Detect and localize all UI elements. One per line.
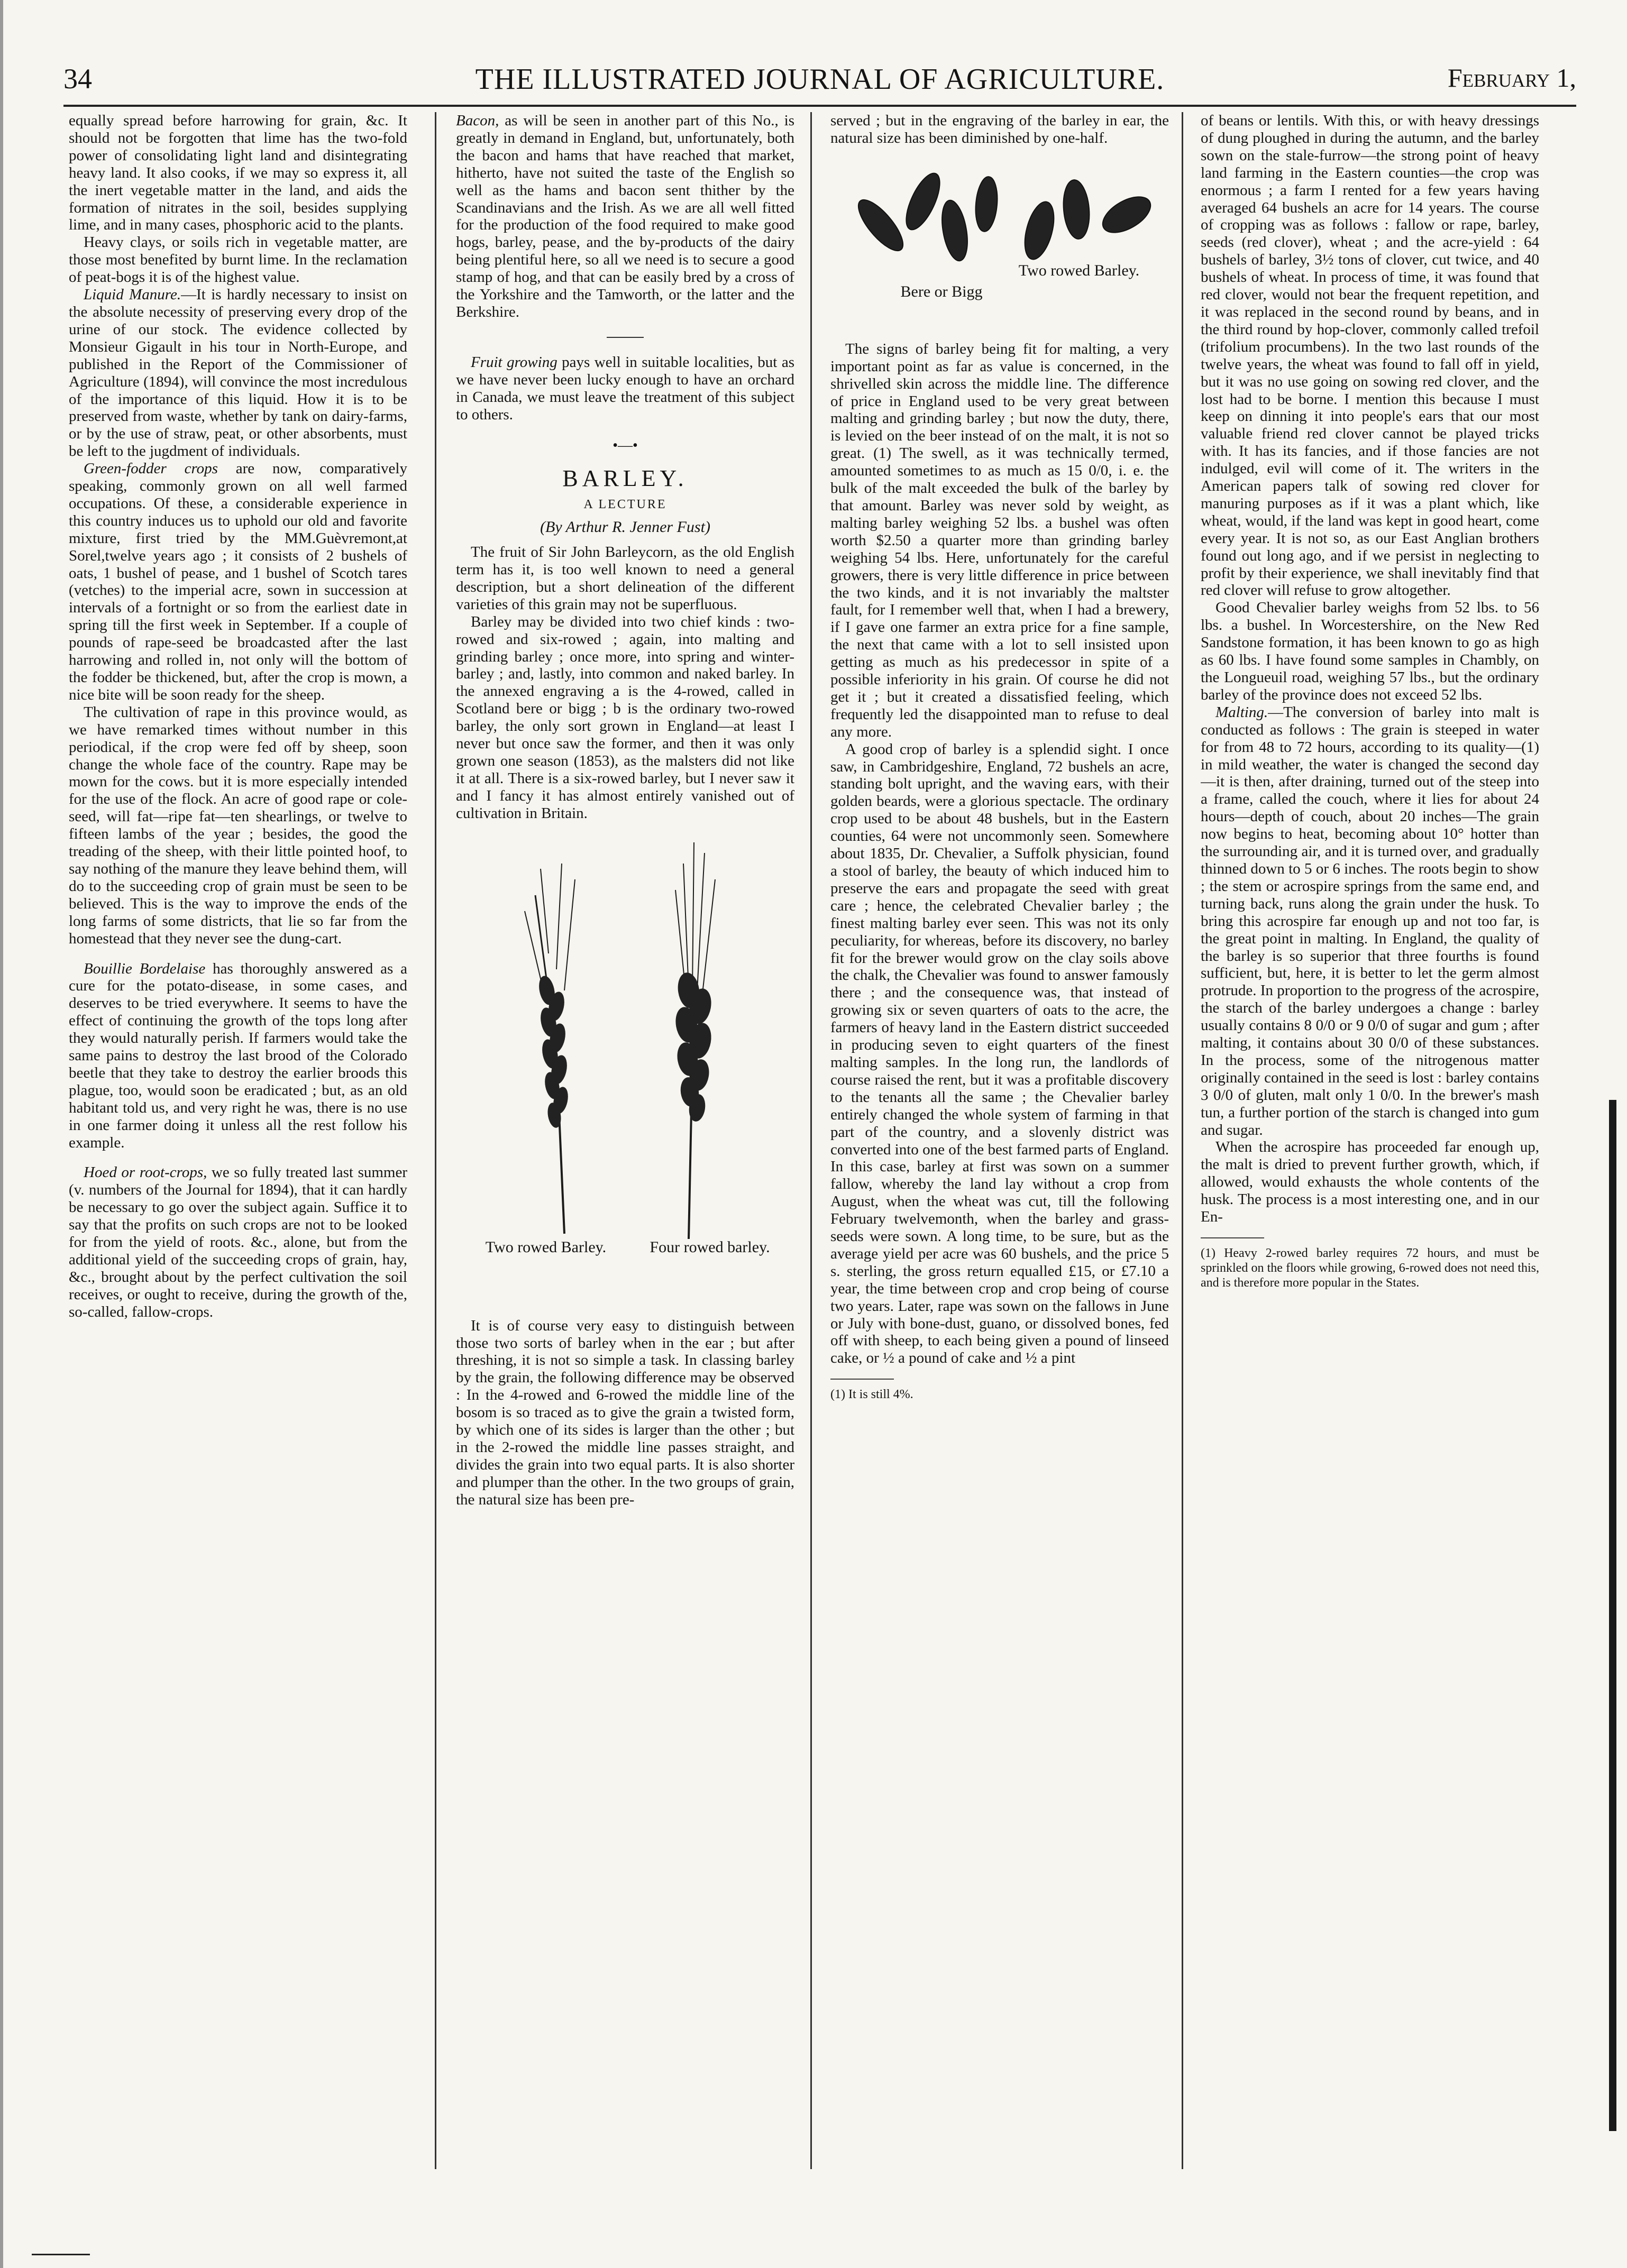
- paragraph-lead: Bacon,: [456, 112, 499, 129]
- article-subtitle: A LECTURE: [583, 498, 667, 512]
- column-rule: [435, 112, 436, 2169]
- paragraph: Good Chevalier barley weighs from 52 lbs. to 56 lbs. a bushel. In Worcestershire, on the New Red Sandstone formation, it has been known to go as high as 60 lbs. I have found some samples in Chambly, on the Longueuil road, weighing 57 lbs., but the ordinary barley of the province does not exceed 52 lbs.: [1201, 599, 1539, 703]
- paragraph-text: —It is hardly necessary to insist on the absolute necessity of preserving every drop of the urine of our stock. The evidence collected by Monsieur Gigault in his tour in North-Europe, and published in the Report of the Commissioner of Agriculture (1894), will convince the most incredulous of the importance of this liquid. How it is to be preserved from waste, whether by tank on dairy-farms, or by the use of straw, peat, or other absorbents, must be left to the jugdment of individuals.: [69, 286, 407, 460]
- page-number: 34: [63, 63, 92, 95]
- column-2: [456, 112, 794, 2169]
- paragraph-text: pays well in suitable localities, but as we have never been lucky enough to have an orchard in Canada, we must leave the treatment of this subject to others.: [456, 353, 794, 423]
- paragraph: [69, 960, 407, 1152]
- barley-ears-illustration: [456, 832, 794, 1265]
- binding-edge: [0, 0, 3, 2268]
- page-header: [63, 62, 1576, 105]
- paragraph: [456, 112, 794, 321]
- column-1: [69, 112, 407, 2169]
- barley-grain-figure: [830, 157, 1169, 331]
- paragraph: A good crop of barley is a splendid sight. I once saw, in Cambridgeshire, England, 72 bushels an acre, standing bolt upright, and the waving ears, with their golden beards, were a glorious spectacle. The ordinary crop used to be about 48 bushels, but in the Eastern counties, 64 were not uncommonly seen. Somewhere about 1835, Dr. Chevalier, a Suffolk physician, found a stool of barley, the beauty of which induced him to preserve the ears and propagate the seed with great care ; hence, the celebrated Chevalier barley ; the finest malting barley ever seen. This was not its only peculiarity, for whereas, before its discovery, no barley fit for the brewer would grow on the clay soils above the chalk, the Chevalier was found to answer famously there ; and the consequence was, that instead of growing six or seven quarters of oats to the acre, the farmers of heavy land in the Eastern district succeeded in producing seven to eight quarters of the finest malting samples. In the long run, the landlords of course raised the rent, but it was a profitable discovery to the tenants all the same ; the Chevalier barley entirely changed the whole system of farming in that part of the country, and a slovenly district was converted into one of the best farmed parts of England. In this case, barley at first was sown on a summer fallow, whereby the land lay without a crop from August, when the wheat was cut, till the following February twelvemonth, when the barley and grass-seeds were sown. A long time, to be sure, but as the average yield per acre was 60 bushels, and the price 5 s. sterling, the gross return equalled £15, or £7.10 a year, the time between crop and crop being of course two years. Later, rape was sown on the fallows in June or July with bone-dust, guano, or dissolved bones, fed off with sheep, to each being given a pound of linseed cake, or ½ a pound of cake and ½ a pint: [830, 740, 1169, 1367]
- paragraph: [1201, 704, 1539, 1139]
- footnote-rule: [1201, 1237, 1264, 1238]
- column-4: [1201, 112, 1539, 2169]
- figure-caption: Bere or Bigg: [900, 282, 983, 300]
- separator-ornament: •—•: [613, 437, 638, 454]
- paragraph-lead: Fruit growing: [471, 353, 557, 371]
- column-3: [830, 112, 1169, 2169]
- paragraph: Heavy clays, or soils rich in vegetable matter, are those most benefited by burnt lime. In the reclamation of peat-bogs it is of the highest value.: [69, 234, 407, 286]
- separator-rule: [607, 337, 644, 338]
- paragraph: [69, 286, 407, 460]
- paragraph: [69, 460, 407, 704]
- spine-shadow: [1609, 1100, 1616, 2131]
- header-rule: [63, 105, 1576, 107]
- paragraph: Barley may be divided into two chief kinds : two-rowed and six-rowed ; again, into malting and grinding barley ; once more, into spring and winter-barley ; and, lastly, into common and naked barley. In the annexed engraving a is the 4-rowed, called in Scotland bere or bigg ; b is the ordinary two-rowed barley, the only sort grown in England—at least I never but once saw the former, and then it was only grown one season (1853), as the malsters did not like it at all. There is a six-rowed barley, but I never saw it and I fancy it has almost entirely vanished out of cultivation in Britain.: [456, 613, 794, 822]
- footnote-rule: [830, 1379, 894, 1380]
- paragraph: served ; but in the engraving of the barley in ear, the natural size has been diminished by one-half.: [830, 112, 1169, 146]
- figure-caption: Four rowed barley.: [650, 1238, 770, 1256]
- paragraph-text: are now, comparatively speaking, commonly grown on all well farmed occupations. Of these, a considerable experience in this country induces us to uphold our old and favorite mixture, first tried by the MM.Guèvremont,at Sorel,twelve years ago ; it consists of 2 bushels of oats, 1 bushel of pease, and 1 bushel of Scotch tares (vetches) to the imperial acre, sown in succession at intervals of a fortnight or so from the earliest date in spring till the first week in September. If a couple of pounds of rape-seed be broadcasted after the last harrowing and rolled in, not only will the bottom of the fodder be thickened, but, after the crop is mown, a nice bite will be soon ready for the sheep.: [69, 460, 407, 703]
- footnote: (1) It is still 4%.: [830, 1388, 913, 1402]
- paragraph: When the acrospire has proceeded far enough up, the malt is dried to prevent further growth, which, if allowed, would exhausts the whole contents of the husk. The process is a most interesting one, and in our En-: [1201, 1138, 1539, 1226]
- paragraph: The signs of barley being fit for malting, a very important point as far as value is concerned, in the shrivelled skin across the middle line. The difference of price in England used to be very great between malting and grinding barley ; but now the duty, there, is levied on the beer instead of on the malt, it is not so great. (1) The swell, as it was technically termed, amounted sometimes to as much as 15 0/0, i. e. the bulk of the malt exceeded the bulk of the barley by that amount. Barley was never sold by weight, as malting barley weighing 52 lbs. a bushel was often worth $2.50 a quarter more than grinding barley weighing 54 lbs. Here, unfortunately for the careful growers, there is very little difference in price between the two kinds, and it is not invariably the maltster fault, for I remember well that, when I had a brewery, if I gave one farmer an extra price for a fine sample, the next that came with a lot to sell insisted upon getting as much as his predecessor in spite of a possible inferiority in his grain. Of course he did not get it ; but it created a dissatisfied feeling, which frequently led the disappointed man to refuse to deal any more.: [830, 340, 1169, 740]
- paragraph-text: as will be seen in another part of this No., is greatly in demand in England, but, unfortunately, both the bacon and hams that have reached that market, hitherto, have not suited the taste of the English so well as the hams and bacon sent thither by the Scandinavians and the Irish. As we are all well fitted for the production of the food required to make good hogs, barley, pease, and the by-products of the dairy being plentiful here, so all we need is to secure a good stamp of hog, and that can be easily bred by a cross of the Yorkshire and the Tamworth, or the latter and the Berkshire.: [456, 112, 794, 320]
- paragraph: [456, 354, 794, 424]
- paragraph-lead: Green-fodder crops: [84, 460, 218, 478]
- paragraph-lead: Liquid Manure.: [84, 286, 181, 304]
- paragraph-lead: Malting.: [1215, 703, 1268, 721]
- paragraph: It is of course very easy to distinguish between those two sorts of barley when in the ear ; but after threshing, it is not so simple a task. In classing barley by the grain, the following difference may be observed : In the 4-rowed and 6-rowed the middle line of the bosom is so traced as to give the grain a twisted form, by which one of its sides is larger than the other ; but in the 2-rowed the middle line passes straight, and divides the grain into two equal parts. It is also shorter and plumper than the other. In the two groups of grain, the natural size has been pre-: [456, 1317, 794, 1508]
- paragraph-text: we so fully treated last summer (v. numbers of the Journal for 1894), that it can hardly be necessary to go over the subject again. Suffice it to say that the profits on such crops are not to be looked for from the yield of roots. &c., alone, but from the additional yield of the succeeding crops of grain, hay, &c., brought about by the perfect cultivation the soil receives, or ought to receive, during the growth of the, so-called, fallow-crops.: [69, 1164, 407, 1320]
- paragraph-text: has thoroughly answered as a cure for the potato-disease, in some cases, and deserves to be tried everywhere. It seems to have the effect of continuing the growth of the tops long after they would naturally perish. If farmers would take the same pains to destroy the last brood of the Colorado beetle that they take to destroy the earlier broods this plague, too, would soon be eradicated ; but, as an old habitant told us, and very right he was, there is no use in one farmer doing it unless all the rest follow his example.: [69, 960, 407, 1151]
- figure-caption: Two rowed Barley.: [485, 1238, 607, 1256]
- bottom-rule: [32, 2254, 90, 2255]
- paragraph-text: —The conversion of barley into malt is conducted as follows : The grain is steeped in water for from 48 to 72 hours, according to its quality—(1) in mild weather, the water is changed the second day—it is then, after draining, turned out of the steep into a frame, called the couch, where it lies for about 24 hours—depth of couch, about 20 inches—The grain now begins to heat, becoming about 10° hotter than the surrounding air, and it is turned over, and gradually thinned down to 5 or 6 inches. The roots begin to show ; the stem or acrospire springs from the same end, and turning back, runs along the grain under the husk. To bring this acrospire far enough up and not too far, is the great point in malting. In England, the quality of the barley is so superior that three fourths is found sufficient, but, here, it is better to let the germ almost protrude. In proportion to the progress of the acrospire, the starch of the barley undergoes a change : barley usually contains 8 0/0 or 9 0/0 of sugar and gum ; after malting, it contains about 30 0/0 of these substances. In the process, some of the nitrogenous matter originally contained in the seed is lost : barley contains 3 0/0 of gluten, malt only 1 0/0. In the brewer's mash tun, a further portion of the starch is changed into gum and sugar.: [1201, 703, 1539, 1138]
- paragraph-lead: Hoed or root-crops,: [84, 1164, 207, 1181]
- paragraph-lead: Bouillie Bordelaise: [84, 960, 206, 977]
- paragraph: The fruit of Sir John Barleycorn, as the old English term has it, is too well known to need a general description, but a short delineation of the different varieties of this grain may not be superfluous.: [456, 544, 794, 613]
- paragraph: equally spread before harrowing for grain, &c. It should not be forgotten that lime has the two-fold power of consolidating light land and disintegrating heavy land. It also cooks, if we may so express it, all the inert vegetable matter in the land, and aids the formation of nitrates in the soil, besides supplying lime, and in many cases, phosphoric acid to the plants.: [69, 112, 407, 234]
- paragraph: The cultivation of rape in this province would, as we have remarked times without number in this periodical, if the crop were fed off by sheep, soon change the whole face of the country. Rape may be mown for the cows. but it is more especially intended for the use of the flock. An acre of good rape or cole-seed, will fat—ripe fat—ten shearlings, or twelve to fifteen lambs of the year ; besides, the good the treading of the sheep, with their little pointed hoof, to say nothing of the manure they leave behind them, will do to the succeeding crop of grain must be seen to be believed. This is the way to improve the ends of the long farms of some districts, that lie so far from the homestead that they never see the dung-cart.: [69, 703, 407, 947]
- issue-date: February 1,: [1447, 63, 1576, 93]
- article-title: BARLEY.: [562, 465, 688, 492]
- column-rule: [1182, 112, 1183, 2169]
- article-byline: (By Arthur R. Jenner Fust): [540, 518, 710, 536]
- figure-caption: Two rowed Barley.: [1018, 261, 1140, 279]
- column-rule: [810, 112, 812, 2169]
- paragraph: [69, 1164, 407, 1320]
- journal-title: THE ILLUSTRATED JOURNAL OF AGRICULTURE.: [475, 63, 1165, 96]
- paragraph: of beans or lentils. With this, or with heavy dressings of dung ploughed in during the autumn, and the barley sown on the stale-furrow—the strong point of heavy land farming in the Eastern counties—the crop was enormous ; a farm I rented for a few years having averaged 64 bushels an acre for 14 years. The course of cropping was as follows : fallow or rape, barley, seeds (red clover), wheat ; and the acre-yield : 64 bushels of barley, 3½ tons of clover, cut twice, and 40 bushels of wheat. In process of time, it was found that red clover, would not bear the frequent repetition, and it was replaced in the second round by beans, and in the third round by hop-clover, commonly called trefoil (trifolium procumbens). In the two last rounds of the twelve years, the wheat was found to fall off in yield, but it was no use going on sowing red clover, and the lost had to be borne. I mention this because I must keep on dinning it into people's ears that our most valuable friend red clover cannot be played tricks with. It has its fancies, and if those fancies are not indulged, evil will come of it. The writers in the American papers talk of sowing red clover for manuring purposes as if it was a plant which, like wheat, would, if the land was kept in good heart, come every year. It is not so, as our East Anglian brothers found out long ago, and if we persist in neglecting to profit by their experience, we shall inevitably find that red clover will refuse to grow altogether.: [1201, 112, 1539, 599]
- footnote: (1) Heavy 2-rowed barley requires 72 hours, and must be sprinkled on the floors while growing, 6-rowed does not need this, and is therefore more popular in the States.: [1201, 1246, 1539, 1290]
- barley-ears-figure: [456, 832, 794, 1308]
